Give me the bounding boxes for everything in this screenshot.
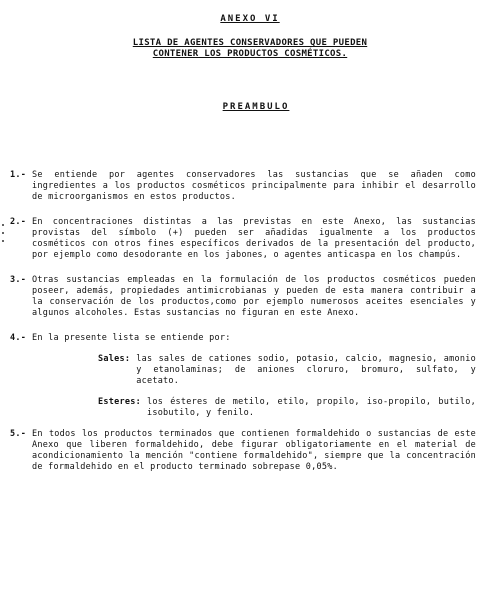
- definition-text: los ésteres de metilo, etilo, propilo, iso-propilo, butilo, isobutilo, y fenilo.: [146, 397, 476, 418]
- list-item-number: 3.-: [10, 275, 27, 285]
- scan-mark: [2, 232, 4, 234]
- document-title-line-2: CONTENER LOS PRODUCTOS COSMÉTICOS.: [152, 49, 348, 59]
- list-item-text: Se entiende por agentes conservadores las sustancias que se añaden como ingredientes a los productos cosméticos principalmente para inhibir el desarrollo de microorganismos en estos productos.: [32, 170, 476, 202]
- definition-item: [98, 354, 476, 387]
- definition-label: Esteres:: [98, 397, 141, 407]
- definition-label: Sales:: [98, 354, 131, 364]
- definitions-block: [98, 354, 490, 419]
- list-item-number: 4.-: [10, 333, 27, 343]
- definition-text: las sales de cationes sodio, potasio, calcio, magnesio, amonio y etanolaminas; de aniones cloruro, bromuro, sulfato, y acetato.: [136, 354, 476, 386]
- scan-mark: [2, 240, 4, 242]
- list-item-text: Otras sustancias empleadas en la formulación de los productos cosméticos pueden poseer, además, propiedades antimicrobianas y pueden de esta manera contribuir a la conservación de los productos,como por ejemplo numerosos aceites esenciales y algunos alcoholes. Estas sustancias no figuran en este Anexo.: [32, 275, 476, 318]
- list-item-number: 5.-: [10, 429, 27, 439]
- document-title-line-1: LISTA DE AGENTES CONSERVADORES QUE PUEDEN: [132, 38, 368, 48]
- list-item: [10, 429, 490, 473]
- list-item: [10, 333, 490, 344]
- list-item-text: En la presente lista se entiende por:: [32, 333, 231, 343]
- paragraph-list: [10, 170, 490, 473]
- scan-mark: [2, 224, 4, 226]
- list-item: [10, 275, 490, 319]
- list-item-number: 1.-: [10, 170, 27, 180]
- list-item-text: En concentraciones distintas a las previstas en este Anexo, las sustancias provistas del símbolo (+) pueden ser añadidas igualmente a los productos cosméticos con otros fines específicos derivados de la presentación del producto, por ejemplo como desodorante en los jabones, o agentes anticaspa en los champús.: [32, 217, 476, 260]
- document-title: [10, 38, 490, 60]
- preambulo-heading: PREAMBULO: [222, 102, 290, 112]
- annex-heading: ANEXO VI: [220, 14, 280, 24]
- list-item: [10, 217, 490, 261]
- list-item: [10, 170, 490, 203]
- definition-item: [98, 397, 476, 419]
- list-item-number: 2.-: [10, 217, 27, 227]
- list-item-text: En todos los productos terminados que contienen formaldehido o sustancias de este Anexo que liberen formaldehido, debe figurar obligatoriamente en el material de acondicionamiento la mención "contiene formaldehido", siempre que la concentración de formaldehido en el producto terminado sobrepase 0,05%.: [32, 429, 476, 472]
